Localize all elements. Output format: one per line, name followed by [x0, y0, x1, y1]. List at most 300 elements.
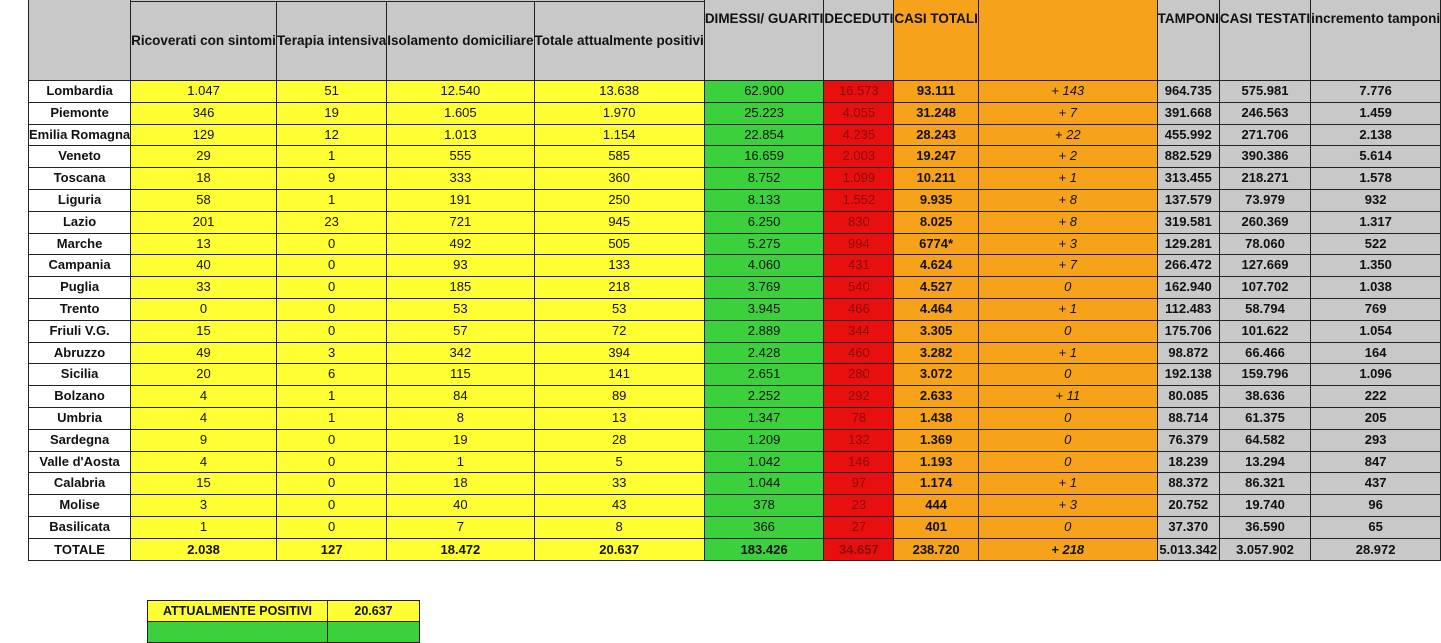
cell-incremento: + 8 [978, 189, 1157, 211]
cell-deceduti: 280 [824, 364, 894, 386]
cell-totale: 43 [534, 495, 704, 517]
table-row [29, 473, 1441, 495]
cell-regione: Veneto [29, 146, 131, 168]
cell-totale: 28 [534, 429, 704, 451]
cell-totale: 1.970 [534, 102, 704, 124]
cell-casi: 1.438 [894, 407, 979, 429]
cell-terapia: 0 [276, 255, 386, 277]
cell-totale: 585 [534, 146, 704, 168]
cell-regione: Toscana [29, 168, 131, 190]
cell-regione: Friuli V.G. [29, 320, 131, 342]
cell-incr-tamponi: 28.972 [1311, 538, 1441, 560]
cell-ricoverati: 3 [131, 495, 277, 517]
cell-ricoverati: 18 [131, 168, 277, 190]
cell-deceduti: 27 [824, 516, 894, 538]
cell-incremento: + 1 [978, 342, 1157, 364]
cell-ricoverati: 1.047 [131, 81, 277, 103]
cell-incr-tamponi: 932 [1311, 189, 1441, 211]
regional-data-table [28, 0, 1441, 561]
table-row [29, 277, 1441, 299]
cell-dimessi: 1.042 [704, 451, 824, 473]
cell-incremento: + 218 [978, 538, 1157, 560]
cell-dimessi: 8.133 [704, 189, 824, 211]
cell-tamponi: 313.455 [1157, 168, 1219, 190]
cell-incr-tamponi: 1.578 [1311, 168, 1441, 190]
cell-ricoverati: 58 [131, 189, 277, 211]
cell-deceduti: 540 [824, 277, 894, 299]
header-casi-totali: CASI TOTALI [894, 0, 979, 81]
header-totale-positivi: Totale attualmente positivi [534, 2, 704, 81]
cell-testati: 78.060 [1219, 233, 1310, 255]
cell-casi: 4.527 [894, 277, 979, 299]
cell-tamponi: 5.013.342 [1157, 538, 1219, 560]
cell-tamponi: 882.529 [1157, 146, 1219, 168]
cell-incremento: + 3 [978, 495, 1157, 517]
total-row [29, 538, 1441, 560]
cell-ricoverati: 1 [131, 516, 277, 538]
cell-incr-tamponi: 1.096 [1311, 364, 1441, 386]
cell-casi: 10.211 [894, 168, 979, 190]
cell-deceduti: 431 [824, 255, 894, 277]
header-tamponi: TAMPONI [1157, 0, 1219, 81]
cell-dimessi: 1.347 [704, 407, 824, 429]
cell-isolamento: 1.605 [387, 102, 534, 124]
cell-deceduti: 1.552 [824, 189, 894, 211]
cell-isolamento: 185 [387, 277, 534, 299]
cell-incremento: 0 [978, 516, 1157, 538]
cell-casi: 19.247 [894, 146, 979, 168]
cell-dimessi: 16.659 [704, 146, 824, 168]
cell-regione: Lazio [29, 211, 131, 233]
cell-testati: 64.582 [1219, 429, 1310, 451]
cell-incremento: 0 [978, 407, 1157, 429]
cell-ricoverati: 201 [131, 211, 277, 233]
cell-casi: 28.243 [894, 124, 979, 146]
cell-totale: 13.638 [534, 81, 704, 103]
cell-regione: Calabria [29, 473, 131, 495]
header-dimessi: DIMESSI/ GUARITI [704, 0, 824, 81]
cell-totale: 13 [534, 407, 704, 429]
cell-casi: 1.193 [894, 451, 979, 473]
cell-deceduti: 4.235 [824, 124, 894, 146]
cell-casi: 9.935 [894, 189, 979, 211]
cell-isolamento: 342 [387, 342, 534, 364]
table-row [29, 407, 1441, 429]
cell-dimessi: 2.252 [704, 386, 824, 408]
cell-deceduti: 466 [824, 298, 894, 320]
cell-terapia: 1 [276, 407, 386, 429]
cell-tamponi: 192.138 [1157, 364, 1219, 386]
cell-regione: Puglia [29, 277, 131, 299]
cell-incremento: + 2 [978, 146, 1157, 168]
cell-incr-tamponi: 65 [1311, 516, 1441, 538]
cell-ricoverati: 40 [131, 255, 277, 277]
cell-testati: 86.321 [1219, 473, 1310, 495]
cell-regione: Bolzano [29, 386, 131, 408]
cell-isolamento: 333 [387, 168, 534, 190]
cell-testati: 127.669 [1219, 255, 1310, 277]
cell-incremento: + 3 [978, 233, 1157, 255]
cell-testati: 260.369 [1219, 211, 1310, 233]
cell-incr-tamponi: 293 [1311, 429, 1441, 451]
cell-ricoverati: 346 [131, 102, 277, 124]
table-row [29, 146, 1441, 168]
cell-ricoverati: 9 [131, 429, 277, 451]
cell-deceduti: 2.003 [824, 146, 894, 168]
header-terapia: Terapia intensiva [276, 2, 386, 81]
cell-deceduti: 23 [824, 495, 894, 517]
cell-tamponi: 98.872 [1157, 342, 1219, 364]
table-row [29, 429, 1441, 451]
cell-totale: 945 [534, 211, 704, 233]
cell-tamponi: 76.379 [1157, 429, 1219, 451]
cell-regione: Marche [29, 233, 131, 255]
cell-terapia: 1 [276, 386, 386, 408]
cell-testati: 101.622 [1219, 320, 1310, 342]
cell-deceduti: 344 [824, 320, 894, 342]
cell-tamponi: 319.581 [1157, 211, 1219, 233]
cell-casi: 1.174 [894, 473, 979, 495]
cell-incr-tamponi: 1.317 [1311, 211, 1441, 233]
cell-totale: 1.154 [534, 124, 704, 146]
cell-terapia: 0 [276, 298, 386, 320]
cell-casi: 401 [894, 516, 979, 538]
cell-terapia: 0 [276, 277, 386, 299]
cell-incremento: 0 [978, 451, 1157, 473]
cell-totale: 72 [534, 320, 704, 342]
cell-dimessi: 25.223 [704, 102, 824, 124]
cell-testati: 107.702 [1219, 277, 1310, 299]
cell-incr-tamponi: 164 [1311, 342, 1441, 364]
cell-testati: 390.386 [1219, 146, 1310, 168]
cell-casi: 3.305 [894, 320, 979, 342]
cell-dimessi: 5.275 [704, 233, 824, 255]
cell-terapia: 0 [276, 320, 386, 342]
cell-tamponi: 175.706 [1157, 320, 1219, 342]
cell-deceduti: 830 [824, 211, 894, 233]
cell-terapia: 6 [276, 364, 386, 386]
cell-incr-tamponi: 522 [1311, 233, 1441, 255]
table-row [29, 320, 1441, 342]
cell-isolamento: 7 [387, 516, 534, 538]
cell-casi: 6774* [894, 233, 979, 255]
cell-deceduti: 994 [824, 233, 894, 255]
cell-terapia: 0 [276, 495, 386, 517]
header-ricoverati: Ricoverati con sintomi [131, 2, 277, 81]
cell-casi: 444 [894, 495, 979, 517]
cell-incremento: + 7 [978, 255, 1157, 277]
cell-incremento: + 1 [978, 473, 1157, 495]
cell-totale: 250 [534, 189, 704, 211]
cell-dimessi: 4.060 [704, 255, 824, 277]
cell-ricoverati: 129 [131, 124, 277, 146]
cell-dimessi: 62.900 [704, 81, 824, 103]
cell-incremento: + 7 [978, 102, 1157, 124]
cell-regione: Liguria [29, 189, 131, 211]
cell-totale: 20.637 [534, 538, 704, 560]
cell-totale: 8 [534, 516, 704, 538]
table-row [29, 255, 1441, 277]
cell-dimessi: 22.854 [704, 124, 824, 146]
cell-deceduti: 1.099 [824, 168, 894, 190]
cell-casi: 8.025 [894, 211, 979, 233]
cell-terapia: 19 [276, 102, 386, 124]
cell-isolamento: 18.472 [387, 538, 534, 560]
cell-totale: 394 [534, 342, 704, 364]
cell-ricoverati: 15 [131, 320, 277, 342]
cell-deceduti: 460 [824, 342, 894, 364]
cell-dimessi: 378 [704, 495, 824, 517]
table-row [29, 364, 1441, 386]
cell-terapia: 0 [276, 451, 386, 473]
table-row [29, 516, 1441, 538]
cell-totale: 33 [534, 473, 704, 495]
cell-incr-tamponi: 1.459 [1311, 102, 1441, 124]
cell-testati: 218.271 [1219, 168, 1310, 190]
cell-regione: Emilia Romagna [29, 124, 131, 146]
cell-dimessi: 1.044 [704, 473, 824, 495]
cell-terapia: 51 [276, 81, 386, 103]
cell-casi: 2.633 [894, 386, 979, 408]
cell-terapia: 0 [276, 473, 386, 495]
cell-incr-tamponi: 205 [1311, 407, 1441, 429]
cell-tamponi: 112.483 [1157, 298, 1219, 320]
cell-isolamento: 721 [387, 211, 534, 233]
cell-dimessi: 2.889 [704, 320, 824, 342]
cell-tamponi: 37.370 [1157, 516, 1219, 538]
cell-testati: 13.294 [1219, 451, 1310, 473]
summary-next-label [148, 622, 328, 643]
cell-terapia: 127 [276, 538, 386, 560]
cell-regione: Umbria [29, 407, 131, 429]
cell-tamponi: 18.239 [1157, 451, 1219, 473]
cell-regione: Basilicata [29, 516, 131, 538]
cell-deceduti: 146 [824, 451, 894, 473]
cell-testati: 73.979 [1219, 189, 1310, 211]
cell-incr-tamponi: 96 [1311, 495, 1441, 517]
cell-incr-tamponi: 769 [1311, 298, 1441, 320]
header-incremento [978, 0, 1157, 81]
cell-incremento: + 1 [978, 298, 1157, 320]
cell-totale: 505 [534, 233, 704, 255]
cell-regione: Sicilia [29, 364, 131, 386]
cell-testati: 575.981 [1219, 81, 1310, 103]
header-casi-testati: CASI TESTATI [1219, 0, 1310, 81]
cell-tamponi: 88.372 [1157, 473, 1219, 495]
table-row [29, 124, 1441, 146]
cell-incr-tamponi: 2.138 [1311, 124, 1441, 146]
cell-totale: 141 [534, 364, 704, 386]
summary-row-next [148, 622, 420, 643]
cell-testati: 38.636 [1219, 386, 1310, 408]
cell-deceduti: 78 [824, 407, 894, 429]
cell-incr-tamponi: 7.776 [1311, 81, 1441, 103]
cell-tamponi: 137.579 [1157, 189, 1219, 211]
header-regione [29, 0, 131, 81]
cell-totale: 89 [534, 386, 704, 408]
cell-isolamento: 12.540 [387, 81, 534, 103]
cell-incremento: 0 [978, 429, 1157, 451]
cell-incr-tamponi: 5.614 [1311, 146, 1441, 168]
cell-deceduti: 4.055 [824, 102, 894, 124]
table-row [29, 298, 1441, 320]
table-row [29, 168, 1441, 190]
cell-ricoverati: 4 [131, 386, 277, 408]
cell-regione: Lombardia [29, 81, 131, 103]
table-body [29, 81, 1441, 561]
cell-terapia: 9 [276, 168, 386, 190]
cell-isolamento: 8 [387, 407, 534, 429]
cell-incremento: + 22 [978, 124, 1157, 146]
cell-isolamento: 1.013 [387, 124, 534, 146]
cell-regione: Piemonte [29, 102, 131, 124]
cell-testati: 36.590 [1219, 516, 1310, 538]
cell-ricoverati: 2.038 [131, 538, 277, 560]
cell-tamponi: 20.752 [1157, 495, 1219, 517]
cell-regione: Valle d'Aosta [29, 451, 131, 473]
cell-incremento: + 11 [978, 386, 1157, 408]
table-row [29, 189, 1441, 211]
cell-tamponi: 88.714 [1157, 407, 1219, 429]
cell-casi: 4.624 [894, 255, 979, 277]
cell-testati: 61.375 [1219, 407, 1310, 429]
cell-isolamento: 18 [387, 473, 534, 495]
header-incremento-tamponi: incremento tamponi [1311, 0, 1441, 81]
cell-dimessi: 6.250 [704, 211, 824, 233]
summary-next-value [328, 622, 420, 643]
cell-isolamento: 492 [387, 233, 534, 255]
cell-tamponi: 964.735 [1157, 81, 1219, 103]
cell-ricoverati: 33 [131, 277, 277, 299]
cell-ricoverati: 49 [131, 342, 277, 364]
cell-incremento: 0 [978, 320, 1157, 342]
cell-dimessi: 1.209 [704, 429, 824, 451]
cell-incremento: + 143 [978, 81, 1157, 103]
cell-isolamento: 191 [387, 189, 534, 211]
cell-totale: 218 [534, 277, 704, 299]
cell-terapia: 1 [276, 189, 386, 211]
cell-deceduti: 34.657 [824, 538, 894, 560]
cell-casi: 3.072 [894, 364, 979, 386]
cell-isolamento: 115 [387, 364, 534, 386]
cell-ricoverati: 13 [131, 233, 277, 255]
cell-tamponi: 455.992 [1157, 124, 1219, 146]
cell-totale: 133 [534, 255, 704, 277]
header-isolamento: Isolamento domiciliare [387, 2, 534, 81]
cell-casi: 1.369 [894, 429, 979, 451]
summary-row-positivi [148, 601, 420, 622]
cell-isolamento: 40 [387, 495, 534, 517]
cell-terapia: 0 [276, 429, 386, 451]
cell-tamponi: 80.085 [1157, 386, 1219, 408]
cell-casi: 4.464 [894, 298, 979, 320]
cell-tamponi: 266.472 [1157, 255, 1219, 277]
cell-dimessi: 183.426 [704, 538, 824, 560]
cell-incr-tamponi: 1.350 [1311, 255, 1441, 277]
cell-tamponi: 391.668 [1157, 102, 1219, 124]
cell-deceduti: 292 [824, 386, 894, 408]
cell-casi: 93.111 [894, 81, 979, 103]
cell-dimessi: 8.752 [704, 168, 824, 190]
cell-incremento: + 8 [978, 211, 1157, 233]
cell-regione: TOTALE [29, 538, 131, 560]
table-row [29, 233, 1441, 255]
cell-incr-tamponi: 1.038 [1311, 277, 1441, 299]
table-row [29, 102, 1441, 124]
summary-label: ATTUALMENTE POSITIVI [148, 601, 328, 622]
table-row [29, 211, 1441, 233]
cell-casi: 3.282 [894, 342, 979, 364]
cell-ricoverati: 29 [131, 146, 277, 168]
cell-terapia: 0 [276, 516, 386, 538]
cell-regione: Trento [29, 298, 131, 320]
table-row [29, 342, 1441, 364]
cell-ricoverati: 20 [131, 364, 277, 386]
cell-terapia: 12 [276, 124, 386, 146]
cell-dimessi: 366 [704, 516, 824, 538]
cell-incr-tamponi: 847 [1311, 451, 1441, 473]
cell-terapia: 3 [276, 342, 386, 364]
cell-regione: Molise [29, 495, 131, 517]
cell-isolamento: 57 [387, 320, 534, 342]
cell-regione: Campania [29, 255, 131, 277]
table-row [29, 451, 1441, 473]
cell-isolamento: 84 [387, 386, 534, 408]
cell-isolamento: 19 [387, 429, 534, 451]
cell-incr-tamponi: 1.054 [1311, 320, 1441, 342]
cell-testati: 58.794 [1219, 298, 1310, 320]
covid-table-container [28, 0, 1441, 561]
cell-testati: 19.740 [1219, 495, 1310, 517]
table-row [29, 386, 1441, 408]
summary-value: 20.637 [328, 601, 420, 622]
cell-incr-tamponi: 222 [1311, 386, 1441, 408]
cell-tamponi: 129.281 [1157, 233, 1219, 255]
cell-testati: 66.466 [1219, 342, 1310, 364]
cell-isolamento: 93 [387, 255, 534, 277]
cell-isolamento: 53 [387, 298, 534, 320]
cell-totale: 53 [534, 298, 704, 320]
cell-deceduti: 132 [824, 429, 894, 451]
cell-ricoverati: 15 [131, 473, 277, 495]
cell-incremento: + 1 [978, 168, 1157, 190]
cell-incremento: 0 [978, 277, 1157, 299]
cell-terapia: 0 [276, 233, 386, 255]
cell-deceduti: 97 [824, 473, 894, 495]
cell-ricoverati: 0 [131, 298, 277, 320]
cell-casi: 31.248 [894, 102, 979, 124]
table-row [29, 81, 1441, 103]
cell-regione: Abruzzo [29, 342, 131, 364]
cell-dimessi: 2.651 [704, 364, 824, 386]
cell-dimessi: 3.945 [704, 298, 824, 320]
cell-isolamento: 1 [387, 451, 534, 473]
cell-regione: Sardegna [29, 429, 131, 451]
cell-dimessi: 2.428 [704, 342, 824, 364]
cell-tamponi: 162.940 [1157, 277, 1219, 299]
cell-terapia: 1 [276, 146, 386, 168]
cell-incremento: 0 [978, 364, 1157, 386]
header-deceduti: DECEDUTI [824, 0, 894, 81]
cell-testati: 246.563 [1219, 102, 1310, 124]
cell-dimessi: 3.769 [704, 277, 824, 299]
cell-incr-tamponi: 437 [1311, 473, 1441, 495]
cell-testati: 159.796 [1219, 364, 1310, 386]
cell-totale: 5 [534, 451, 704, 473]
cell-terapia: 23 [276, 211, 386, 233]
cell-isolamento: 555 [387, 146, 534, 168]
cell-testati: 271.706 [1219, 124, 1310, 146]
